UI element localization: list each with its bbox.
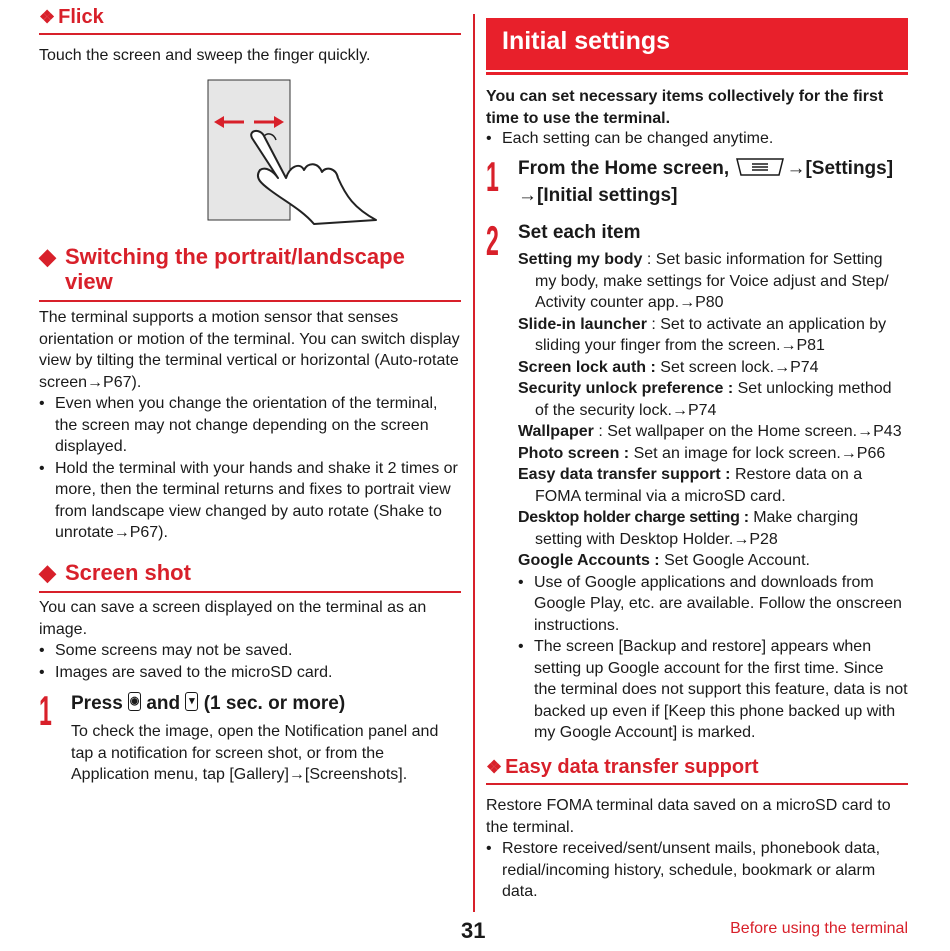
step-number: 1 [39,687,52,734]
step-number: 1 [486,153,499,200]
list-item: • Use of Google applications and downloads from Google Play, etc. are available. Follow the onscreen instructions. [518,573,902,634]
list-item: Wallpaper : Set wallpaper on the Home screen.→P43 [518,423,902,440]
screenshot-heading-text: Screen shot [65,560,191,585]
initial-settings-banner [486,18,908,70]
diamond-icon: ❖ [486,757,503,777]
flick-heading [39,6,461,35]
flick-heading-text: Flick [58,6,104,28]
flick-illustration [204,78,384,226]
list-item: Slide-in launcher : Set to activate an application by sliding your finger from the screen.→P81 [518,315,887,354]
list-item: Photo screen : Set an image for lock screen.→P66 [518,444,886,462]
screenshot-paragraph: You can save a screen displayed on the terminal as an image. [39,599,427,638]
flick-text: Touch the screen and sweep the finger quickly. [39,47,371,64]
step-body: To check the image, open the Notification panel and tap a notification for screen shot, or from the Application menu, tap [Gallery]→[Screenshots]. [71,723,439,783]
step-number: 2 [486,217,499,264]
intro-bold: You can set necessary items collectively for the first time to use the terminal. [486,88,884,127]
diamond-icon: ◆ [39,244,56,269]
list-item: • The screen [Backup and restore] appears when setting up Google account for the first time. Since the terminal does not support this feature, data is not backed up even if [Keep this phone backed up with my Google Account] is marked. [518,638,908,741]
portrait-heading [39,244,461,302]
portrait-paragraph: The terminal supports a motion sensor that senses orientation or motion of the terminal. You can switch display view by tilting the terminal vertical or horizontal (Auto-rotate screen→P67). [39,309,460,391]
menu-key-icon [734,157,786,177]
list-item: • Some screens may not be saved. [39,642,293,659]
easy-transfer-heading [486,756,908,785]
intro-bullet-list [486,128,908,150]
step-title: Press ◉ and ▾ (1 sec. or more) [71,693,346,714]
google-bullet-list [518,572,908,744]
list-item: • Each setting can be changed anytime. [486,130,774,147]
list-item: • Even when you change the orientation of the terminal, the screen may not change depending on the screen displayed. [39,395,438,455]
list-item: Security unlock preference : Set unlocking method of the security lock.→P74 [518,380,892,419]
volume-down-key-icon: ▾ [185,692,198,711]
power-key-icon: ◉ [128,692,141,711]
list-item: • Restore received/sent/unsent mails, phonebook data, redial/incoming history, schedule, bookmark or alarm data. [486,840,881,900]
list-item: Desktop holder charge setting : Make charging setting with Desktop Holder.→P28 [518,509,859,548]
step-title: Set each item [518,222,641,243]
easy-transfer-heading-text: Easy data transfer support [505,756,759,778]
list-item: Screen lock auth : Set screen lock.→P74 [518,358,819,376]
diamond-icon: ◆ [39,560,56,585]
list-item: Google Accounts : Set Google Account. [518,552,810,569]
settings-item-list [518,249,908,744]
step-title: From the Home screen, →[Settings] →[Initial settings] [518,158,894,206]
screenshot-bullet-list [39,640,461,683]
banner-title: Initial settings [502,27,671,55]
list-item: Easy data transfer support : Restore data on a FOMA terminal via a microSD card. [518,466,863,505]
list-item: • Hold the terminal with your hands and shake it 2 times or more, then the terminal returns and fixes to portrait view from landscape view changed by auto rotate (Shake to unrotate→P67). [39,459,458,541]
page-number: 31 [461,918,486,943]
easy-transfer-bullet-list [486,838,908,903]
column-divider [473,14,475,912]
screenshot-heading [39,560,461,593]
footer-section-title: Before using the terminal [730,920,908,937]
portrait-heading-text: Switching the portrait/landscape view [65,244,405,294]
banner-underline [486,72,908,75]
portrait-bullet-list [39,393,461,544]
list-item: Setting my body : Set basic information for Setting my body, make settings for Voice adjust and Step/ Activity counter app.→P80 [518,251,889,311]
list-item: • Images are saved to the microSD card. [39,663,333,681]
easy-transfer-paragraph: Restore FOMA terminal data saved on a microSD card to the terminal. [486,797,891,836]
diamond-icon: ❖ [39,7,56,27]
